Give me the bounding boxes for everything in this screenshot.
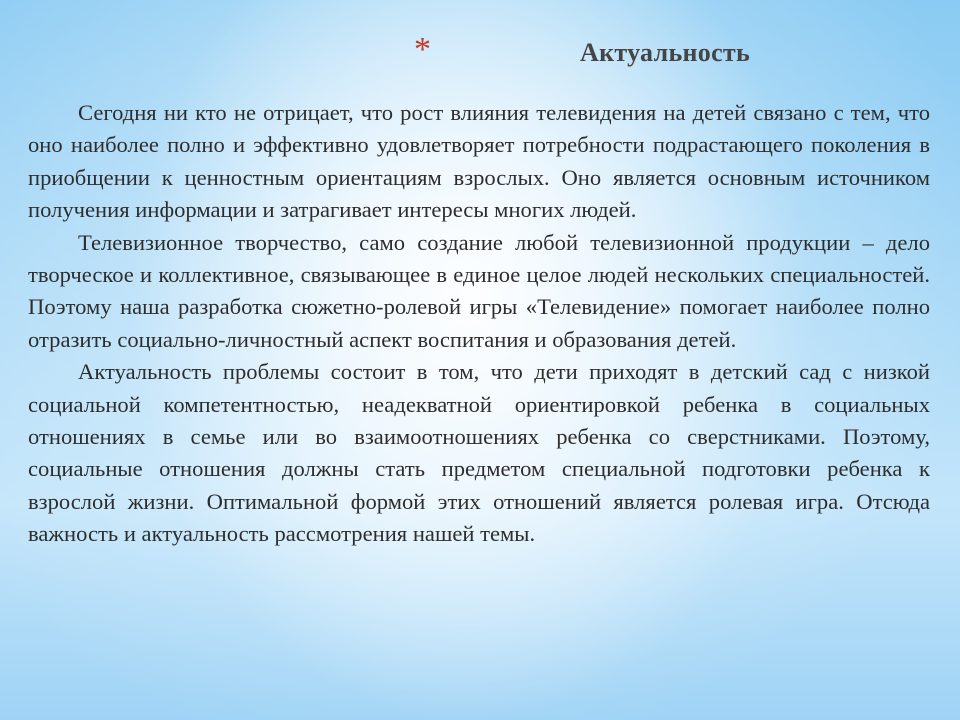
paragraph-1: Сегодня ни кто не отрицает, что рост влияния телевидения на детей связано с тем, что оно наиболее полно и эффективно удовлетворяет потребности подрастающего поколения в приобщении к ценностным ориентациям взрослых. Оно является основным источником получения информации и затрагивает интересы многих людей. [28,100,930,223]
asterisk-bullet-icon: * [414,31,431,68]
slide-title: Актуальность [580,38,751,67]
paragraph-3: Актуальность проблемы состоит в том, что дети приходят в детский сад с низкой социальной компетентностью, неадекватной ориентировкой ребенка в социальных отношениях в семье или во взаимоотношениях ребенка со сверстниками. Поэтому, социальные отношения должны стать предметом специальной подготовки ребенка к взрослой жизни. Оптимальной формой этих отношений является ролевая игра. Отсюда важность и актуальность рассмотрения нашей темы. [28,359,930,547]
paragraph-2: Телевизионное творчество, само создание любой телевизионной продукции – дело творческое и коллективное, связывающее в единое целое людей нескольких специальностей. Поэтому наша разработка сюжетно-ролевой игры «Телевидение» помогает наиболее полно отразить социально-личностный аспект воспитания и образования детей. [28,229,930,352]
title-row [400,30,860,80]
slide-body [28,97,930,551]
